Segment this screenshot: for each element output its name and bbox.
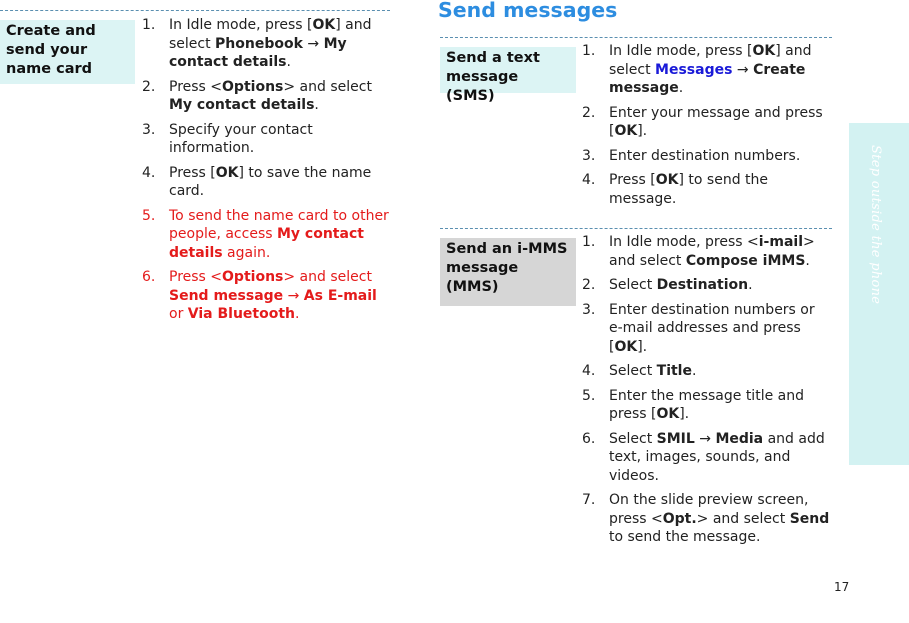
step-keyword: Compose iMMS [685, 252, 806, 269]
step-number: 1. [142, 17, 156, 33]
name-card-steps [142, 16, 392, 330]
step-keyword: As E-mail [303, 287, 377, 304]
step-keyword: Send message [169, 287, 284, 304]
step-keyword: Send [789, 510, 830, 527]
step-item: 5. To send the name card to other people, access My contact details again. [142, 207, 389, 261]
step-item: 3. Enter destination numbers or e-mail addresses and press [OK]. [582, 301, 815, 355]
section-divider [0, 10, 390, 11]
step-number: 2. [142, 78, 156, 95]
step-keyword: OK [614, 338, 638, 355]
step-keyword: My contact details [169, 35, 347, 70]
section-label-sms: Send a text message (SMS) [440, 47, 576, 93]
step-keyword: i-mail [758, 234, 803, 250]
step-item: 7. On the slide preview screen, press <Opt.> and select Send to send the message. [582, 492, 830, 545]
section-divider [440, 228, 832, 229]
step-item: 3. Specify your contact information. [142, 121, 313, 156]
step-keyword: SMIL [656, 430, 695, 447]
step-keyword: OK [752, 43, 776, 59]
section-label-name-card: Create and send your name card [0, 20, 135, 84]
step-keyword: OK [215, 164, 239, 181]
step-keyword: My contact details [169, 226, 364, 261]
step-keyword: Options [222, 269, 284, 285]
step-number: 6. [142, 269, 156, 285]
step-item: 2. Select Destination. [582, 277, 753, 293]
step-number: 7. [582, 492, 596, 508]
step-number: 3. [582, 147, 596, 164]
step-keyword: Messages [655, 61, 733, 78]
step-item: 2. Enter your message and press [OK]. [582, 104, 823, 139]
section-label-mms: Send an i-MMS message (MMS) [440, 238, 576, 306]
step-item: 1. In Idle mode, press [OK] and select Messages → Create message. [582, 43, 812, 96]
step-number: 3. [582, 301, 596, 318]
mms-steps [582, 233, 832, 553]
step-keyword: Create message [609, 61, 806, 96]
step-item: 2. Press <Options> and select My contact details. [142, 78, 372, 113]
step-item: 1. In Idle mode, press <i-mail> and select Compose iMMS. [582, 234, 815, 269]
step-keyword: Via Bluetooth [187, 306, 296, 322]
page-number: 17 [834, 580, 850, 594]
step-keyword: Destination [656, 277, 749, 293]
step-number: 3. [142, 121, 156, 138]
section-divider [440, 37, 832, 38]
page-title: Send messages [438, 0, 618, 22]
step-keyword: Media [715, 430, 764, 447]
step-item: 4. Press [OK] to send the message. [582, 172, 769, 207]
step-number: 5. [142, 207, 156, 224]
step-keyword: My contact details [169, 97, 315, 113]
sms-steps [582, 42, 832, 214]
step-number: 5. [582, 387, 596, 404]
step-number: 2. [582, 104, 596, 121]
step-keyword: Phonebook [215, 35, 303, 52]
step-keyword: Opt. [662, 510, 697, 527]
step-keyword: OK [655, 172, 679, 188]
step-keyword: OK [312, 17, 336, 33]
step-number: 6. [582, 430, 596, 447]
step-item: 3. Enter destination numbers. [582, 147, 801, 164]
step-number: 1. [582, 43, 596, 59]
step-number: 1. [582, 234, 596, 250]
step-item: 1. In Idle mode, press [OK] and select Phonebook → My contact details. [142, 17, 372, 70]
step-keyword: OK [656, 406, 680, 422]
step-item: 5. Enter the message title and press [OK]. [582, 387, 804, 422]
step-number: 4. [582, 172, 596, 188]
step-item: 6. Press <Options> and select Send message → As E-mail or Via Bluetooth. [142, 269, 377, 322]
chapter-side-tab-label: Step outside the phone [868, 145, 883, 305]
step-keyword: OK [614, 123, 638, 139]
step-number: 4. [142, 164, 156, 181]
step-item: 6. Select SMIL → Media and add text, images, sounds, and videos. [582, 430, 825, 484]
step-item: 4. Select Title. [582, 363, 697, 379]
step-number: 2. [582, 277, 596, 293]
step-keyword: Title [656, 363, 692, 379]
step-item: 4. Press [OK] to save the name card. [142, 164, 372, 199]
step-keyword: Options [222, 78, 284, 95]
step-number: 4. [582, 363, 596, 379]
